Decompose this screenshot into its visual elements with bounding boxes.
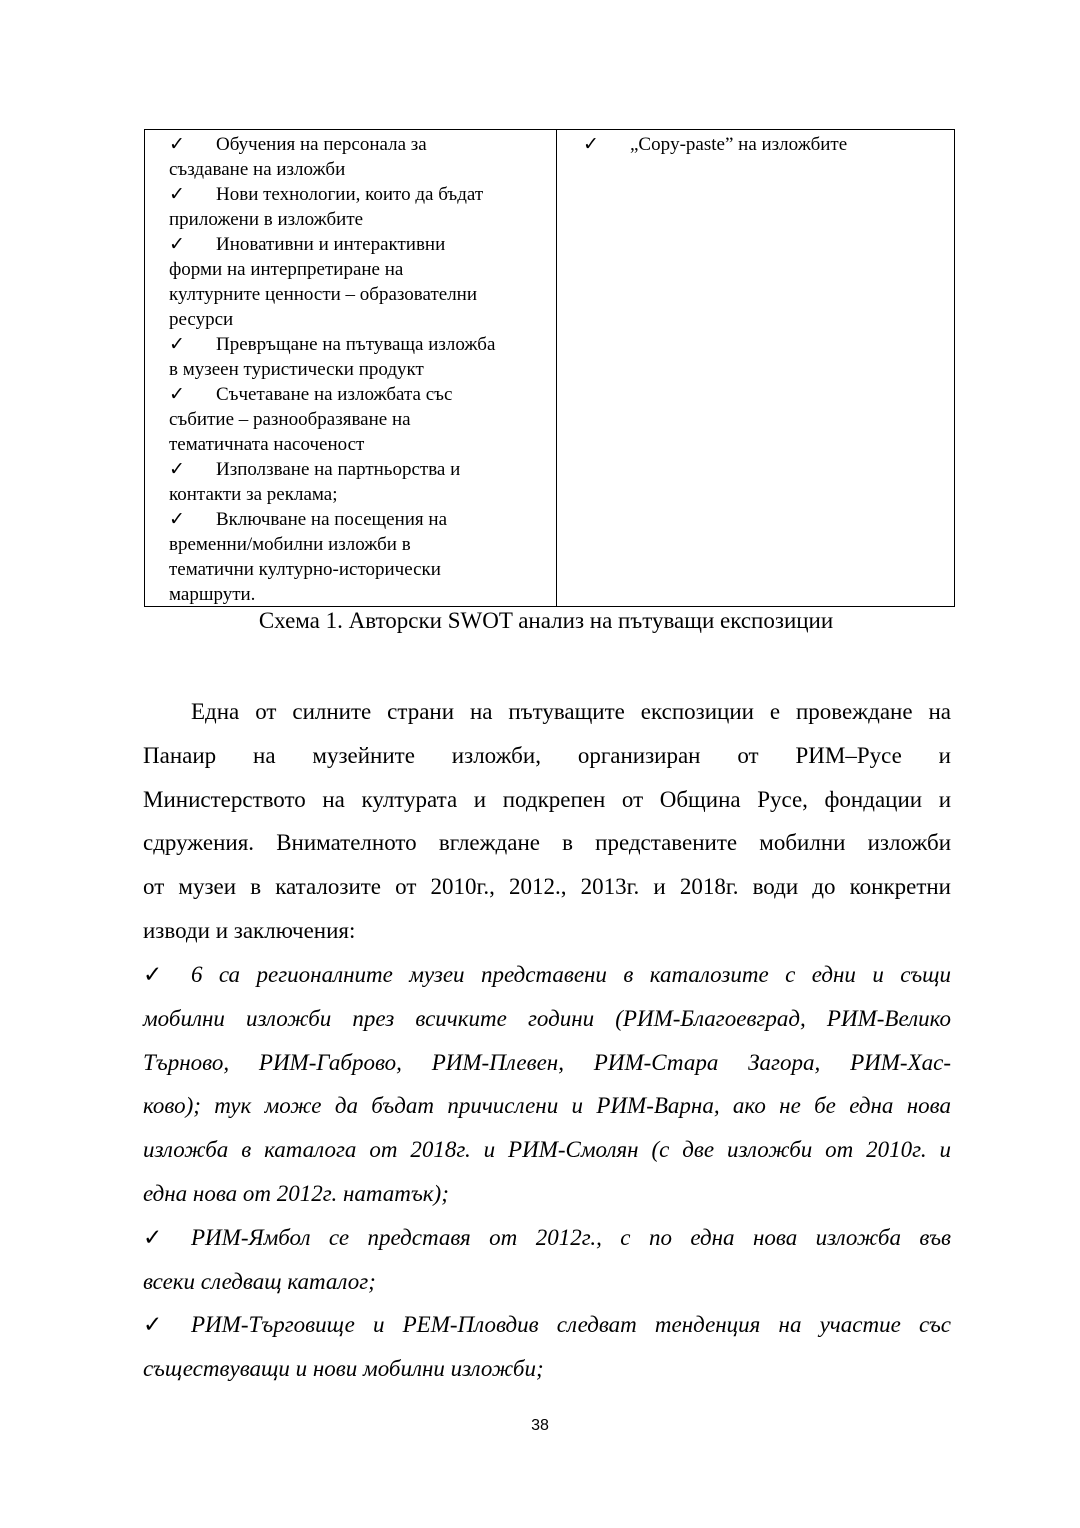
swot-item-text: „Copy-paste” на изложбите xyxy=(630,134,848,155)
page-number: 38 xyxy=(531,1417,549,1434)
checkmark-icon: ✓ xyxy=(169,184,185,205)
swot-item-text: временни/мобилни изложби в xyxy=(169,534,411,555)
swot-item-text: контакти за реклама; xyxy=(169,484,338,505)
swot-item-text: Обучения на персонала за xyxy=(216,134,427,155)
checkmark-icon: ✓ xyxy=(169,459,185,480)
swot-item-text: създаване на изложби xyxy=(169,159,346,180)
swot-threats-cell xyxy=(557,130,954,606)
bullet-list xyxy=(143,953,951,1391)
swot-item-text: Нови технологии, които да бъдат xyxy=(216,184,484,205)
swot-item-text: Иновативни и интерактивни xyxy=(216,234,446,255)
swot-item-text: събитие – разнообразяване на xyxy=(169,409,411,430)
swot-opportunities-cell xyxy=(145,130,557,606)
bullet-text: изложба в каталога от 2018г. и РИМ-Смолян (с две изложби от 2010г. и xyxy=(143,1137,951,1163)
bullet-text: мобилни изложби през всичките години (РИМ-Благоевград, РИМ-Велико xyxy=(143,1005,951,1031)
checkmark-icon: ✓ xyxy=(583,134,599,155)
swot-list-item xyxy=(169,182,546,232)
paragraph-line: Министерството на културата и подкрепен от Община Русе, фондации и xyxy=(143,786,951,812)
swot-item-text: форми на интерпретиране на xyxy=(169,259,404,280)
swot-list-item xyxy=(169,232,546,332)
bullet-text: съществуващи и нови мобилни изложби; xyxy=(143,1356,544,1382)
checkmark-icon: ✓ xyxy=(169,234,185,255)
table-caption: Схема 1. Авторски SWOT анализ на пътуващи експозиции xyxy=(258,608,834,633)
paragraph-line: изводи и заключения: xyxy=(143,917,356,943)
checkmark-icon: ✓ xyxy=(169,509,185,530)
swot-list-item xyxy=(169,382,546,457)
checkmark-icon: ✓ xyxy=(143,1312,163,1338)
swot-item-text: маршрути. xyxy=(169,584,256,605)
body-paragraph xyxy=(143,690,951,953)
swot-item-text: Съчетаване на изложбата със xyxy=(216,384,453,405)
paragraph-line: Една от силните страни на пътуващите експозиции е провеждане на xyxy=(191,699,951,724)
bullet-item xyxy=(143,1216,951,1304)
checkmark-icon: ✓ xyxy=(169,334,185,355)
checkmark-icon: ✓ xyxy=(143,1224,163,1250)
bullet-text: РИМ-Ямбол се представя от 2012г., с по една нова изложба във xyxy=(191,1224,951,1250)
bullet-item xyxy=(143,1303,951,1391)
bullet-text: ково); тук може да бъдат причислени и РИМ-Варна, ако не бе една нова xyxy=(143,1093,951,1119)
swot-table xyxy=(144,129,955,607)
swot-item-text: тематични културно-исторически xyxy=(169,559,441,580)
swot-item-text: ресурси xyxy=(169,309,234,330)
paragraph-line: Панаир на музейните изложби, организиран от РИМ–Русе и xyxy=(143,742,951,768)
bullet-text: 6 са регионалните музеи представени в каталозите с едни и същи xyxy=(191,962,951,987)
paragraph-line: сдружения. Внимателното вглеждане в представените мобилни изложби xyxy=(143,830,951,856)
swot-list-item xyxy=(169,332,546,382)
swot-list-item xyxy=(169,132,546,182)
swot-item-text: Превръщане на пътуваща изложба xyxy=(216,334,496,355)
swot-list-item xyxy=(583,132,944,157)
bullet-text: Търново, РИМ-Габрово, РИМ-Плевен, РИМ-Стара Загора, РИМ-Хас- xyxy=(143,1049,951,1075)
swot-list-item xyxy=(169,457,546,507)
swot-item-text: Включване на посещения на xyxy=(216,509,447,530)
swot-item-text: културните ценности – образователни xyxy=(169,284,478,305)
bullet-text: всеки следващ каталог; xyxy=(143,1268,376,1294)
bullet-text: една нова от 2012г. нататък); xyxy=(143,1180,449,1206)
paragraph-line: от музеи в каталозите от 2010г., 2012., 2013г. и 2018г. води до конкретни xyxy=(143,874,951,900)
swot-item-text: приложени в изложбите xyxy=(169,209,364,230)
swot-item-text: тематичната насоченост xyxy=(169,434,365,455)
bullet-item xyxy=(143,953,951,1216)
swot-item-text: в музеен туристически продукт xyxy=(169,359,424,380)
checkmark-icon: ✓ xyxy=(169,384,185,405)
swot-list-item xyxy=(169,507,546,607)
checkmark-icon: ✓ xyxy=(169,134,185,155)
bullet-text: РИМ-Търговище и РЕМ-Пловдив следват тенденция на участие със xyxy=(191,1312,951,1338)
swot-item-text: Използване на партньорства и xyxy=(216,459,461,480)
checkmark-icon: ✓ xyxy=(143,962,163,987)
